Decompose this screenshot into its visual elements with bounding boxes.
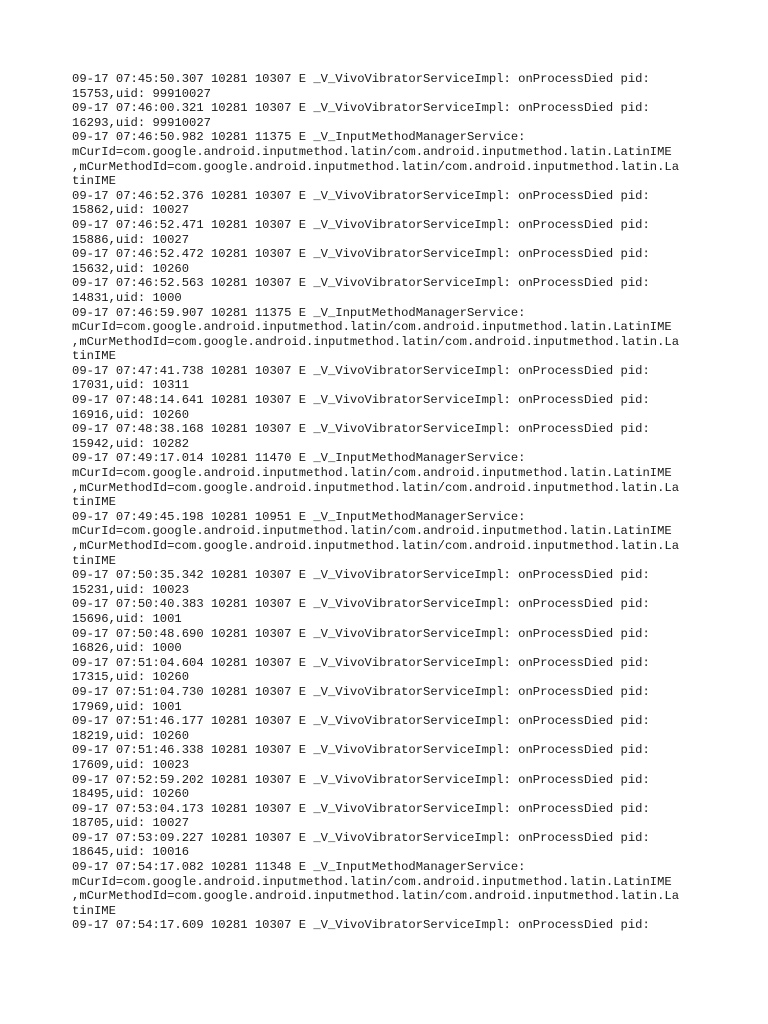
log-line: 09-17 07:45:50.307 10281 10307 E _V_VivoVibratorServiceImpl: onProcessDied pid: [72, 72, 650, 86]
log-line: 09-17 07:53:04.173 10281 10307 E _V_VivoVibratorServiceImpl: onProcessDied pid: [72, 801, 650, 816]
log-line: 15696,uid: 1001 [72, 611, 182, 626]
log-line: 09-17 07:51:04.604 10281 10307 E _V_VivoVibratorServiceImpl: onProcessDied pid: [72, 655, 650, 670]
log-line: 15886,uid: 10027 [72, 232, 190, 247]
log-line: 16826,uid: 1000 [72, 641, 182, 656]
log-line: 09-17 07:46:52.471 10281 10307 E _V_VivoVibratorServiceImpl: onProcessDied pid: [72, 217, 650, 232]
log-line: 09-17 07:48:38.168 10281 10307 E _V_VivoVibratorServiceImpl: onProcessDied pid: [72, 422, 650, 437]
log-line: 09-17 07:51:04.730 10281 10307 E _V_VivoVibratorServiceImpl: onProcessDied pid: [72, 684, 650, 699]
log-line: 09-17 07:50:35.342 10281 10307 E _V_VivoVibratorServiceImpl: onProcessDied pid: [72, 568, 650, 583]
log-line: ,mCurMethodId=com.google.android.inputmethod.latin/com.android.inputmethod.latin.La [72, 539, 680, 553]
log-line: 09-17 07:52:59.202 10281 10307 E _V_VivoVibratorServiceImpl: onProcessDied pid: [72, 772, 650, 787]
log-line: 18495,uid: 10260 [72, 787, 190, 802]
log-line: mCurId=com.google.android.inputmethod.latin/com.android.inputmethod.latin.LatinIME [72, 524, 672, 539]
log-line: 09-17 07:47:41.738 10281 10307 E _V_VivoVibratorServiceImpl: onProcessDied pid: [72, 363, 650, 378]
log-line: mCurId=com.google.android.inputmethod.latin/com.android.inputmethod.latin.LatinIME [72, 320, 672, 335]
log-line: tinIME [72, 495, 116, 510]
log-line: 15862,uid: 10027 [72, 203, 190, 218]
log-line: 09-17 07:46:59.907 10281 11375 E _V_InputMethodManagerService: [72, 305, 526, 320]
log-line: tinIME [72, 349, 116, 364]
log-line: 14831,uid: 1000 [72, 290, 182, 305]
log-line: 09-17 07:54:17.082 10281 11348 E _V_InputMethodManagerService: [72, 860, 526, 875]
log-line: ,mCurMethodId=com.google.android.inputmethod.latin/com.android.inputmethod.latin.La [72, 889, 680, 904]
log-line: 15632,uid: 10260 [72, 261, 190, 276]
log-line: 17609,uid: 10023 [72, 757, 190, 772]
log-line: 09-17 07:46:50.982 10281 11375 E _V_InputMethodManagerService: [72, 130, 526, 145]
log-line: 18645,uid: 10016 [72, 845, 190, 860]
log-line: 09-17 07:46:52.376 10281 10307 E _V_VivoVibratorServiceImpl: onProcessDied pid: [72, 188, 650, 203]
log-line: 09-17 07:48:14.641 10281 10307 E _V_VivoVibratorServiceImpl: onProcessDied pid: [72, 393, 650, 408]
log-line: 16293,uid: 99910027 [72, 115, 211, 130]
log-line: 15231,uid: 10023 [72, 582, 190, 597]
log-line: 18705,uid: 10027 [72, 816, 190, 831]
log-line: 17031,uid: 10311 [72, 378, 190, 393]
log-line: mCurId=com.google.android.inputmethod.latin/com.android.inputmethod.latin.LatinIME [72, 874, 672, 889]
log-line: 09-17 07:50:48.690 10281 10307 E _V_VivoVibratorServiceImpl: onProcessDied pid: [72, 626, 650, 641]
log-line: tinIME [72, 903, 116, 918]
log-line: ,mCurMethodId=com.google.android.inputmethod.latin/com.android.inputmethod.latin.La [72, 159, 680, 174]
log-line: tinIME [72, 174, 116, 189]
log-line: ,mCurMethodId=com.google.android.inputmethod.latin/com.android.inputmethod.latin.La [72, 480, 680, 495]
log-line: 09-17 07:49:45.198 10281 10951 E _V_InputMethodManagerService: [72, 509, 526, 524]
log-line: 17969,uid: 1001 [72, 699, 182, 714]
log-line: 09-17 07:51:46.338 10281 10307 E _V_VivoVibratorServiceImpl: onProcessDied pid: [72, 743, 650, 758]
log-line: 15753,uid: 99910027 [72, 86, 211, 101]
log-page [72, 72, 712, 933]
log-line: mCurId=com.google.android.inputmethod.latin/com.android.inputmethod.latin.LatinIME [72, 144, 672, 159]
log-line: tinIME [72, 553, 116, 568]
log-line: 09-17 07:53:09.227 10281 10307 E _V_VivoVibratorServiceImpl: onProcessDied pid: [72, 830, 650, 845]
log-line: 15942,uid: 10282 [72, 436, 190, 451]
log-line: ,mCurMethodId=com.google.android.inputmethod.latin/com.android.inputmethod.latin.La [72, 334, 680, 349]
log-line: 09-17 07:46:00.321 10281 10307 E _V_VivoVibratorServiceImpl: onProcessDied pid: [72, 101, 650, 116]
log-line: 09-17 07:54:17.609 10281 10307 E _V_VivoVibratorServiceImpl: onProcessDied pid: [72, 918, 650, 933]
log-line: 09-17 07:49:17.014 10281 11470 E _V_InputMethodManagerService: [72, 451, 526, 466]
log-line: mCurId=com.google.android.inputmethod.latin/com.android.inputmethod.latin.LatinIME [72, 466, 672, 481]
log-line: 16916,uid: 10260 [72, 407, 190, 422]
log-line: 09-17 07:46:52.563 10281 10307 E _V_VivoVibratorServiceImpl: onProcessDied pid: [72, 276, 650, 291]
log-line: 09-17 07:50:40.383 10281 10307 E _V_VivoVibratorServiceImpl: onProcessDied pid: [72, 597, 650, 612]
log-line: 09-17 07:51:46.177 10281 10307 E _V_VivoVibratorServiceImpl: onProcessDied pid: [72, 714, 650, 729]
log-line: 09-17 07:46:52.472 10281 10307 E _V_VivoVibratorServiceImpl: onProcessDied pid: [72, 247, 650, 262]
log-line: 17315,uid: 10260 [72, 670, 190, 685]
log-line: 18219,uid: 10260 [72, 728, 190, 743]
